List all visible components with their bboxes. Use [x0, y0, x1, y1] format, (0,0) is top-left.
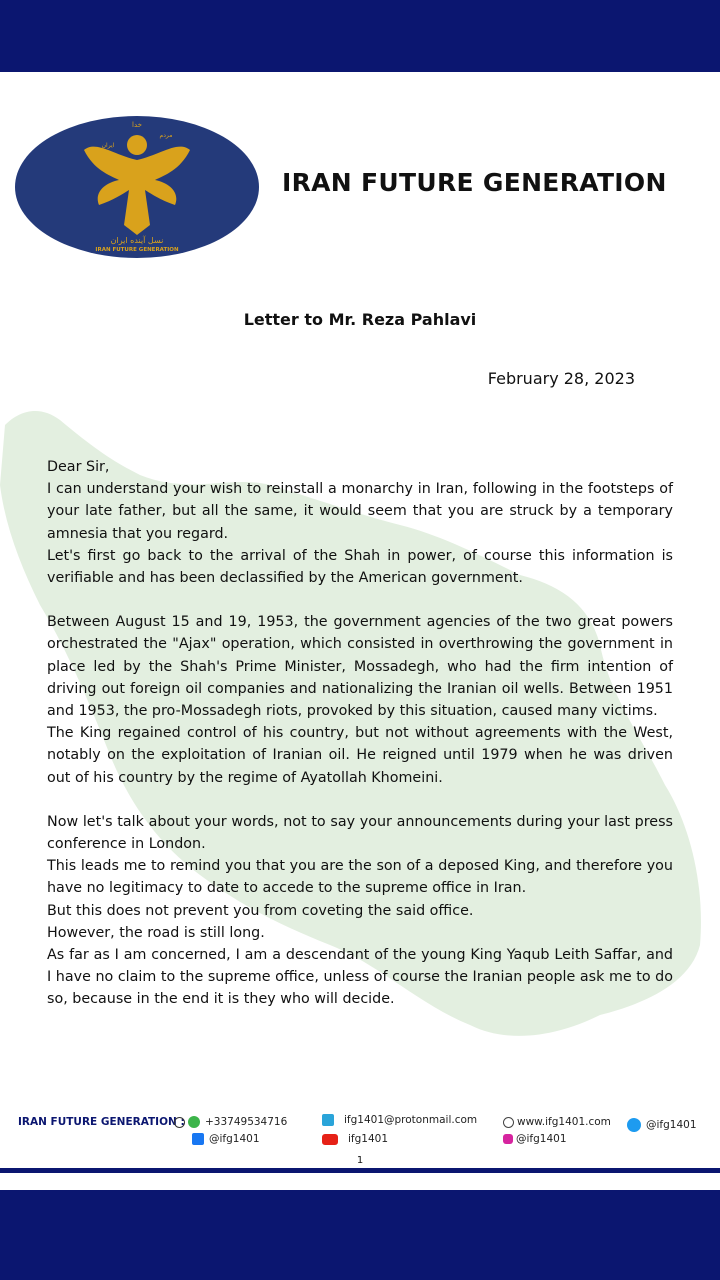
phone-icon [174, 1117, 185, 1128]
logo-right-text: مردم [159, 132, 173, 139]
paragraph: Now let's talk about your words, not to say your announcements during your last press conference in London. [47, 813, 673, 853]
paragraph: Between August 15 and 19, 1953, the government agencies of the two great powers orchestrated the "Ajax" operation, which consisted in overthrowing the government in place led by the Shah's Prime Minister, Mossadegh, who had the firm intention of driving out foreign oil companies and nationalizing the Iranian oil wells. Between 1951 and 1953, the pro-Mossadegh riots, provoked by this situation, caused many victims. [47, 614, 673, 720]
paragraph: As far as I am concerned, I am a descendant of the young King Yaqub Leith Saffar, and I have no claim to the supreme office, unless of course the Iranian people ask me to do so, because in the end it is they who will decide. [47, 947, 673, 1008]
letter-body [47, 456, 673, 1011]
email-icon [322, 1114, 334, 1126]
instagram-handle: @ifg1401 [516, 1133, 567, 1145]
twitter-icon [627, 1118, 641, 1132]
footer-youtube[interactable] [322, 1133, 388, 1145]
paragraph: Let's first go back to the arrival of the Shah in power, of course this information is verifiable and has been declassified by the American government. [47, 547, 673, 587]
top-banner [0, 0, 720, 72]
footer-instagram[interactable] [503, 1133, 567, 1145]
salutation: Dear Sir, [47, 459, 110, 475]
page-number: 1 [356, 1155, 364, 1166]
paragraph: However, the road is still long. [47, 924, 265, 941]
instagram-icon [503, 1134, 513, 1144]
footer-email[interactable] [322, 1114, 477, 1126]
footer-facebook[interactable] [192, 1133, 260, 1145]
paragraph: The King regained control of his country, but not without agreements with the West, notably on the exploitation of Iranian oil. He reigned until 1979 when he was driven out of his country by the regime of Ayatollah Khomeini. [47, 725, 673, 786]
footer-phone[interactable] [174, 1116, 287, 1128]
paragraph: This leads me to remind you that you are the son of a deposed King, and therefore you have no legitimacy to date to accede to the supreme office in Iran. [47, 858, 673, 897]
letter-date: February 28, 2023 [487, 369, 635, 388]
bottom-banner [0, 1190, 720, 1280]
youtube-handle: ifg1401 [348, 1133, 389, 1145]
facebook-icon [192, 1133, 204, 1145]
phone-number: +33749534716 [205, 1116, 288, 1128]
logo-top-text: خدا [132, 121, 142, 129]
youtube-icon [322, 1134, 338, 1145]
logo-bottom-fa: نسل آینده ایران [110, 236, 164, 245]
org-logo [14, 115, 260, 260]
footer-website[interactable] [503, 1116, 611, 1128]
logo-bottom-en: IRAN FUTURE GENERATION [95, 247, 179, 253]
globe-icon [503, 1117, 514, 1128]
paragraph: But this does not prevent you from coveting the said office. [47, 902, 474, 919]
footer-brand: IRAN FUTURE GENERATION : [18, 1116, 185, 1128]
whatsapp-icon [188, 1116, 200, 1128]
footer-rule [0, 1168, 720, 1173]
footer [0, 1108, 720, 1158]
logo-left-text: ایران [101, 142, 115, 149]
facebook-handle: @ifg1401 [209, 1133, 260, 1145]
letter-title: Letter to Mr. Reza Pahlavi [243, 310, 477, 329]
twitter-handle: @ifg1401 [646, 1119, 697, 1131]
email-address: ifg1401@protonmail.com [344, 1114, 478, 1126]
footer-twitter[interactable] [627, 1118, 697, 1132]
org-title: IRAN FUTURE GENERATION [282, 168, 667, 197]
website-url: www.ifg1401.com [517, 1116, 611, 1128]
paragraph: I can understand your wish to reinstall a monarchy in Iran, following in the footsteps of your late father, but all the same, it would seem that you are struck by a temporary amnesia that you regard. [47, 481, 673, 542]
